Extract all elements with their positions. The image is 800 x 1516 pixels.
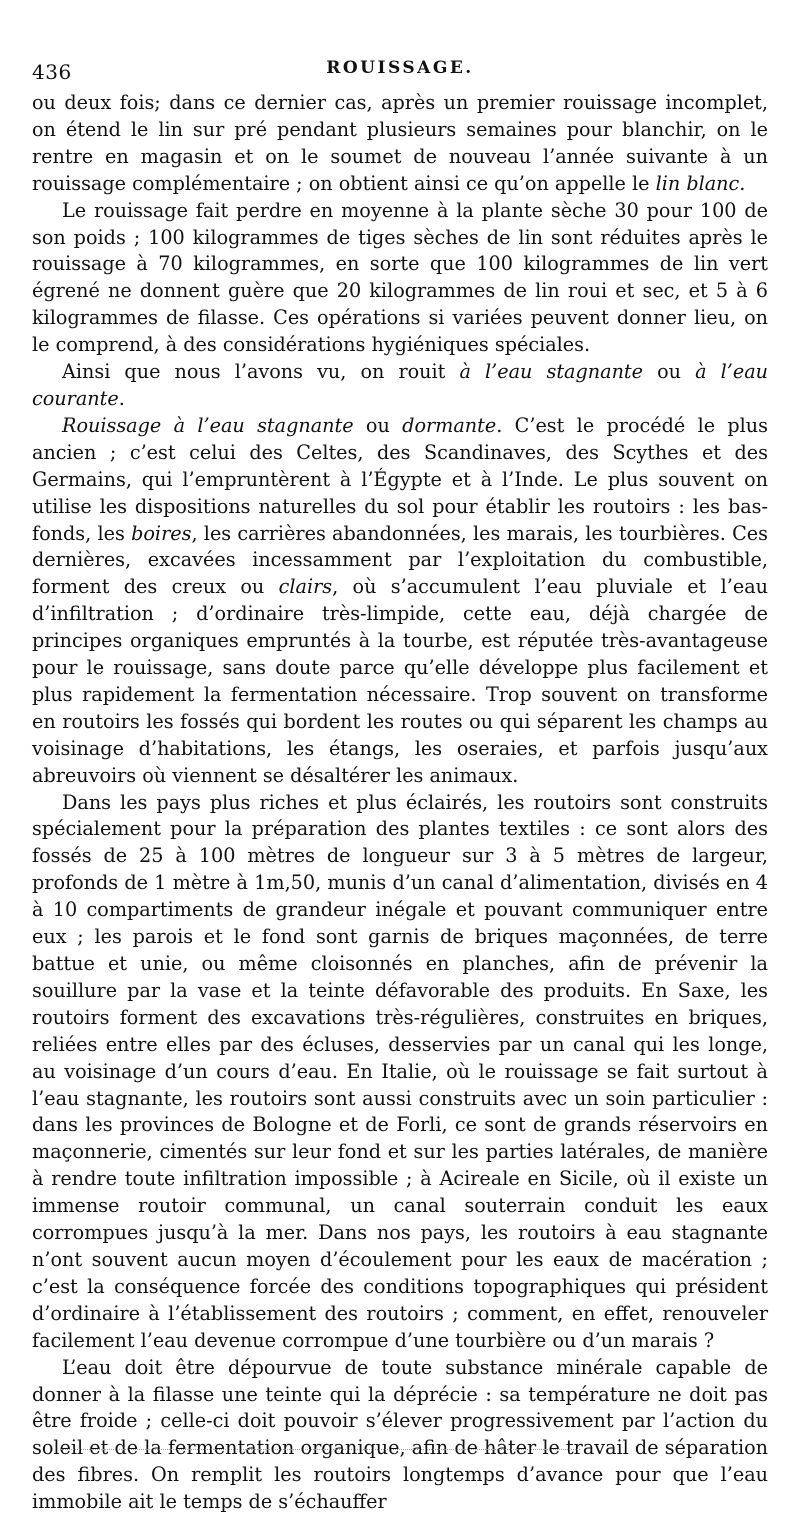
text-run: . C’est le procédé le plus ancien ; c’est celui des Celtes, des Scandinaves, des Scythes et des Germains, qui l’empruntèrent à l’Égypte et à l’Inde. Le plus souvent on utilise les dispositions naturelles du sol pour établir les routoirs : les bas-fonds, les [32, 413, 769, 545]
text-run: . [739, 171, 746, 195]
italic-text: lin blanc [655, 171, 740, 195]
page-header [32, 58, 768, 86]
text-run: Ainsi que nous l’avons vu, on rouit [62, 360, 460, 384]
text-run: L’eau doit être dépourvue de toute substance minérale capable de donner à la filasse une teinte qui la déprécie : sa température ne doit pas être froide ; celle-ci doit pouvoir s’élever progressivement par l’action du soleil et de la fermentation organique, afin de hâter le travail de séparation des fibres. On remplit les routoirs longtemps d’avance pour que l’eau immobile ait le temps de s’échauffer [32, 1355, 768, 1514]
paragraph [32, 90, 768, 198]
paragraph [32, 359, 768, 413]
text-run: ou [643, 360, 696, 384]
footer-rule [60, 1449, 580, 1450]
text-run: , où s’accumulent l’eau pluviale et l’eau d’infiltration ; d’ordinaire très-limpide, cette eau, déjà chargée de principes organiques empruntés à la tourbe, est réputée très-avantageuse pour le rouissage, sans doute parce qu’elle développe plus facilement et plus rapidement la fermentation nécessaire. Trop souvent on transforme en routoirs les fossés qui bordent les routes ou qui séparent les champs au voisinage d’habitations, les étangs, les oseraies, et parfois jusqu’aux abreuvoirs où viennent se désaltérer les animaux. [32, 575, 768, 787]
body-text [32, 90, 768, 1516]
text-run: . [118, 386, 125, 410]
italic-text: à l’eau courante [32, 360, 769, 410]
paragraph [32, 413, 768, 790]
italic-text: Rouissage à l’eau stagnante [62, 413, 354, 437]
page-number: 436 [32, 60, 72, 84]
italic-text: boires [131, 521, 192, 545]
text-run: Le rouissage fait perdre en moyenne à la plante sèche 30 pour 100 de son poids ; 100 kilogrammes de tiges sèches de lin sont réduites après le rouissage à 70 kilogrammes, en sorte que 100 kilogrammes de lin vert égrené ne donnent guère que 20 kilogrammes de lin roui et sec, et 5 à 6 kilogrammes de filasse. Ces opérations si variées peuvent donner lieu, on le comprend, à des considérations hygiéniques spéciales. [32, 198, 768, 357]
text-run: ou [353, 413, 403, 437]
paragraph [32, 1355, 768, 1516]
italic-text: clairs [278, 575, 333, 599]
paragraph [32, 198, 768, 359]
text-run: ou deux fois; dans ce dernier cas, après un premier rouissage incomplet, on étend le lin sur pré pendant plusieurs semaines pour blanchir, on le rentre en magasin et on le soumet de nouveau l’année suivante à un rouissage complémentaire ; on obtient ainsi ce qu’on appelle le [32, 91, 768, 195]
italic-text: à l’eau stagnante [459, 360, 643, 384]
text-run: , les carrières abandonnées, les marais, les tourbières. Ces dernières, excavées incessamment par l’exploitation du combustible, forment des creux ou [32, 521, 768, 599]
text-run: Dans les pays plus riches et plus éclairés, les routoirs sont construits spécialement pour la préparation des plantes textiles : ce sont alors des fossés de 25 à 100 mètres de longueur sur 3 à 5 mètres de largeur, profonds de 1 mètre à 1m,50, munis d’un canal d’alimentation, divisés en 4 à 10 compartiments de grandeur inégale et pouvant communiquer entre eux ; les parois et le fond sont garnis de briques maçonnées, de terre battue et unie, ou même cloisonnés en planches, afin de prévenir la souillure par la vase et la teinte défavorable des produits. En Saxe, les routoirs forment des excavations très-régulières, construites en briques, reliées entre elles par des écluses, desservies par un canal qui les longe, au voisinage d’un cours d’eau. En Italie, où le rouissage se fait surtout à l’eau stagnante, les routoirs sont aussi construits avec un soin particulier : dans les provinces de Bologne et de Forli, ce sont de grands réservoirs en maçonnerie, cimentés sur leur fond et sur les parties latérales, de manière à rendre toute infiltration impossible ; à Acireale en Sicile, où il existe un immense routoir communal, un canal souterrain conduit les eaux corrompues jusqu’à la mer. Dans nos pays, les routoirs à eau stagnante n’ont souvent aucun moyen d’écoulement pour les eaux de macération ; c’est la conséquence forcée des conditions topographiques qui président d’ordinaire à l’établissement des routoirs ; comment, en effet, renouveler facilement l’eau devenue corrompue d’une tourbière ou d’un marais ? [32, 790, 768, 1352]
paragraph [32, 790, 768, 1355]
running-title: ROUISSAGE. [326, 58, 474, 78]
italic-text: dormante [402, 413, 497, 437]
